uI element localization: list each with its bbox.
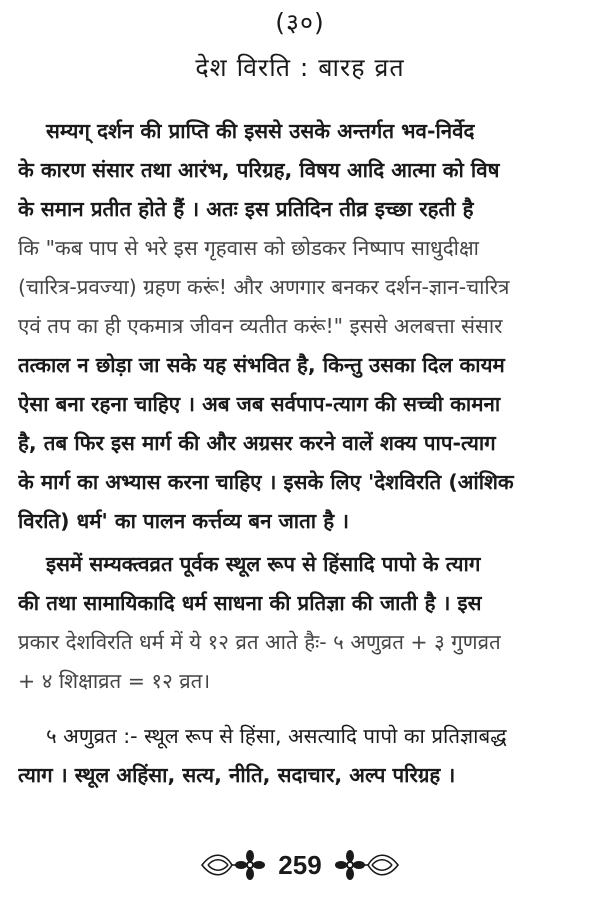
text-line: के मार्ग का अभ्यास करना चाहिए । इसके लिए 'देशविरति (आंशिक xyxy=(18,470,514,494)
text-line: त्याग । स्थूल अहिंसा, सत्य, नीति, सदाचार, अल्प परिग्रह । xyxy=(18,763,456,787)
text-line: + ४ शिक्षाव्रत = १२ व्रत। xyxy=(18,669,211,693)
text-line: ऐसा बना रहना चाहिए । अब जब सर्वपाप-त्याग की सच्ची कामना xyxy=(18,392,501,416)
paragraph-2 xyxy=(18,545,588,701)
text-line: है, तब फिर इस मार्ग की और अग्रसर करने वालें शक्य पाप-त्याग xyxy=(18,431,496,455)
text-line: एवं तप का ही एकमात्र जीवन व्यतीत करूं!" इससे अलबत्ता संसार xyxy=(18,314,503,338)
text-line: (चारित्र-प्रवज्या) ग्रहण करूं! और अणगार बनकर दर्शन-ज्ञान-चारित्र xyxy=(18,275,510,299)
chapter-number: (३०) xyxy=(275,8,325,37)
text-line: कि "कब पाप से भरे इस गृहवास को छोडकर निष्पाप साधुदीक्षा xyxy=(18,236,479,260)
text-line: की तथा सामायिकादि धर्म साधना की प्रतिज्ञा की जाती है । इस xyxy=(18,591,482,615)
text-line: के कारण संसार तथा आरंभ, परिग्रह, विषय आदि आत्मा को विष xyxy=(18,158,500,182)
text-line: ५ अणुव्रत :- स्थूल रूप से हिंसा, असत्यादि पापो का प्रतिज्ञाबद्ध xyxy=(46,724,507,748)
page-number: 259 xyxy=(278,849,322,880)
chapter-title: देश विरति : बारह व्रत xyxy=(195,53,405,82)
paragraph-1 xyxy=(18,112,588,541)
text-line: इसमें सम्यक्त्वव्रत पूर्वक स्थूल रूप से हिंसादि पापो के त्याग xyxy=(46,552,481,576)
floral-ornament-icon xyxy=(332,848,402,882)
paragraph-3 xyxy=(18,717,588,795)
text-line: प्रकार देशविरति धर्म में ये १२ व्रत आते हैः- ५ अणुव्रत + ३ गुणव्रत xyxy=(18,630,501,654)
text-line: तत्काल न छोड़ा जा सके यह संभवित है, किन्तु उसका दिल कायम xyxy=(18,353,505,377)
text-line: सम्यग् दर्शन की प्राप्ति की इससे उसके अन्तर्गत भव-निर्वेद xyxy=(46,119,475,143)
floral-ornament-icon xyxy=(198,848,268,882)
page-footer xyxy=(0,845,600,885)
text-line: विरति) धर्म' का पालन कर्त्तव्य बन जाता है । xyxy=(18,509,350,533)
text-line: के समान प्रतीत होते हैं । अतः इस प्रतिदिन तीव्र इच्छा रहती है xyxy=(18,197,474,221)
